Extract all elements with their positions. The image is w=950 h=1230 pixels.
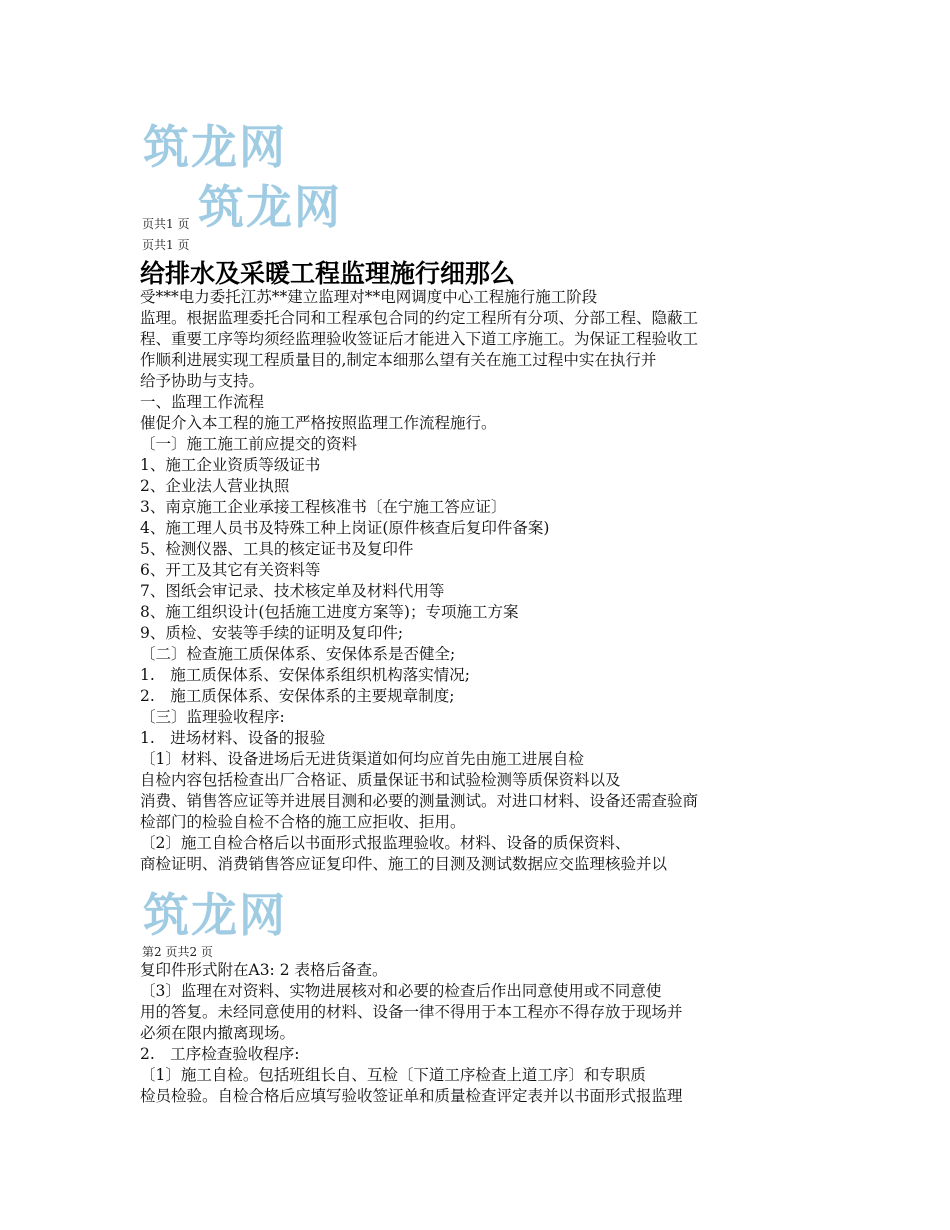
body-section-1 — [140, 287, 820, 875]
document-title: 给排水及采暖工程监理施行细那么 — [140, 259, 516, 288]
page-header-1b: 页共1 页 — [142, 238, 190, 252]
body-line: 2. 工序检查验收程序: — [140, 1045, 300, 1063]
body-section-2 — [140, 960, 820, 1107]
body-line: 必须在限内撤离现场。 — [140, 1024, 296, 1042]
body-line: 一、监理工作流程 — [140, 393, 265, 411]
body-line: 〔三〕监理验收程序: — [140, 708, 285, 726]
body-line: 8、施工组织设计(包括施工进度方案等)；专项施工方案 — [140, 603, 519, 621]
body-line: 5、检测仪器、工具的核定证书及复印件 — [140, 540, 414, 558]
body-line: 2. 施工质保体系、安保体系的主要规章制度; — [140, 687, 455, 705]
body-line: 监理。根据监理委托合同和工程承包合同的约定工程所有分项、分部工程、隐蔽工 — [140, 309, 699, 327]
body-line: 4、施工理人员书及特殊工种上岗证(原件核查后复印件备案) — [140, 519, 550, 537]
body-line: 6、开工及其它有关资料等 — [140, 561, 321, 579]
body-line: 1. 施工质保体系、安保体系组织机构落实情况; — [140, 666, 471, 684]
body-line: 1、施工企业资质等级证书 — [140, 456, 321, 474]
page-header-1a: 页共1 页 — [142, 217, 190, 231]
body-line: 程、重要工序等均须经监理验收签证后才能进入下道工序施工。为保证工程验收工 — [140, 330, 699, 348]
body-line: 消费、销售答应证等并进展目测和必要的测量测试。对进口材料、设备还需查验商 — [140, 792, 699, 810]
body-line: 检部门的检验自检不合格的施工应拒收、拒用。 — [140, 813, 466, 831]
body-line: 受***电力委托江苏**建立监理对**电网调度中心工程施行施工阶段 — [140, 288, 598, 306]
body-line: 检员检验。自检合格后应填写验收签证单和质量检查评定表并以书面形式报监理 — [140, 1087, 683, 1105]
page-header-2: 第2 页共2 页 — [142, 945, 213, 959]
body-line: 给予协助与支持。 — [140, 372, 265, 390]
body-line: 作顺利进展实现工程质量目的,制定本细那么望有关在施工过程中实在执行并 — [140, 351, 657, 369]
body-line: 〔一〕施工施工前应提交的资料 — [140, 435, 358, 453]
body-line: 复印件形式附在A3: 2 表格后备查。 — [140, 961, 388, 979]
watermark-logo-2: 筑龙网 — [198, 180, 342, 234]
body-line: 9、质检、安装等手续的证明及复印件; — [140, 624, 404, 642]
body-line: 1. 进场材料、设备的报验 — [140, 729, 326, 747]
body-line: 自检内容包括检查出厂合格证、质量保证书和试验检测等质保资料以及 — [140, 771, 621, 789]
body-line: 3、南京施工企业承接工程核准书〔在宁施工答应证〕 — [140, 498, 507, 516]
body-line: 用的答复。未经同意使用的材料、设备一律不得用于本工程亦不得存放于现场并 — [140, 1003, 683, 1021]
body-line: 〔2〕施工自检合格后以书面形式报监理验收。材料、设备的质保资料、 — [140, 834, 631, 852]
body-line: 商检证明、消费销售答应证复印件、施工的目测及测试数据应交监理核验并以 — [140, 855, 668, 873]
body-line: 催促介入本工程的施工严格按照监理工作流程施行。 — [140, 414, 497, 432]
body-line: 7、图纸会审记录、技术核定单及材料代用等 — [140, 582, 445, 600]
body-line: 〔1〕施工自检。包括班组长自、互检〔下道工序检查上道工序〕和专职质 — [140, 1066, 646, 1084]
watermark-logo-3: 筑龙网 — [143, 888, 287, 942]
body-line: 〔1〕材料、设备进场后无进货渠道如何均应首先由施工进展自检 — [140, 750, 584, 768]
watermark-logo-1: 筑龙网 — [143, 120, 287, 174]
body-line: 〔3〕监理在对资料、实物进展核对和必要的检查后作出同意使用或不同意使 — [140, 982, 662, 1000]
body-line: 2、企业法人营业执照 — [140, 477, 290, 495]
body-line: 〔二〕检查施工质保体系、安保体系是否健全; — [140, 645, 456, 663]
